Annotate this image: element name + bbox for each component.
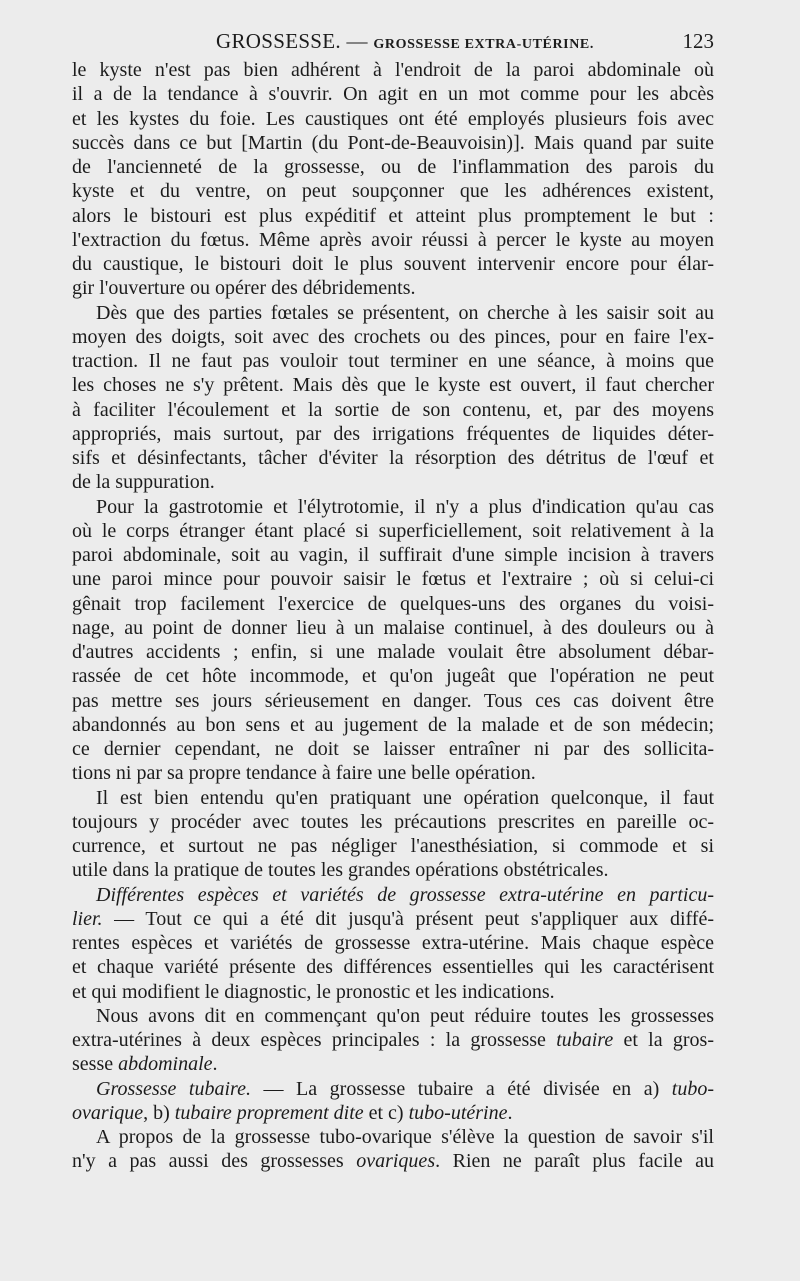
text-segment: appropriés, mais surtout, par des irrigations fréquentes de liquides déter- — [72, 422, 714, 445]
running-header — [72, 26, 714, 56]
text-line — [72, 349, 714, 373]
paragraph — [72, 495, 714, 786]
text-segment: Il est bien entendu qu'en pratiquant une opération quelconque, il faut — [96, 786, 714, 809]
paragraph — [72, 1077, 714, 1126]
text-line — [72, 519, 714, 543]
text-segment: rassée de cet hôte incommode, et qu'on jugeât que l'opération ne peut — [72, 665, 714, 688]
header-dash: — — [340, 29, 374, 53]
paragraph — [72, 301, 714, 495]
text-segment: sesse — [72, 1053, 119, 1076]
text-segment: succès dans ce but [Martin (du Pont-de-Beauvoisin)]. Mais quand par suite — [72, 131, 714, 154]
text-line — [72, 713, 714, 737]
text-segment: rentes espèces et variétés de grossesse extra-utérine. Mais chaque espèce — [72, 932, 714, 954]
text-line — [72, 1149, 714, 1173]
text-line — [72, 834, 714, 858]
text-line — [72, 228, 714, 252]
paragraph — [72, 58, 714, 301]
text-segment: et les kystes du foie. Les caustiques ont été employés plusieurs fois avec — [72, 107, 714, 130]
italic-text: Grossesse tubaire. — [96, 1077, 251, 1100]
text-line — [72, 1052, 714, 1076]
text-segment: utile dans la pratique de toutes les grandes opérations obstétricales. — [72, 859, 609, 882]
text-line — [72, 58, 714, 82]
text-line — [72, 398, 714, 422]
italic-text: tubaire proprement dite — [174, 1101, 364, 1124]
text-line — [72, 422, 714, 446]
text-line — [72, 664, 714, 688]
text-line — [72, 373, 714, 397]
text-segment: . — [212, 1053, 218, 1076]
text-line — [72, 82, 714, 106]
text-segment: et c) — [363, 1101, 409, 1124]
text-segment: moyen des doigts, soit avec des crochets ou des pinces, pour en faire l'ex- — [72, 325, 714, 348]
italic-text: tubo-utérine — [408, 1101, 508, 1124]
text-line — [72, 276, 714, 300]
text-segment: de l'ancienneté de la grossesse, ou de l'inflammation des parois du — [72, 156, 714, 178]
text-line — [72, 543, 714, 567]
text-segment: tions ni par sa propre tendance à faire une belle opération. — [72, 762, 536, 785]
text-segment: alors le bistouri est plus expéditif et atteint plus promptement le but : — [72, 204, 714, 227]
text-segment: abandonnés au bon sens et au jugement de la malade et de son médecin; — [72, 713, 714, 736]
text-segment: le kyste n'est pas bien adhérent à l'endroit de la paroi abdominale où — [72, 59, 714, 81]
text-line — [72, 761, 714, 785]
text-segment: de la suppuration. — [72, 471, 215, 494]
paragraph — [72, 883, 714, 1004]
header-subtitle: GROSSESSE EXTRA-UTÉRINE. — [373, 37, 594, 52]
text-line — [72, 131, 714, 155]
body-text — [72, 58, 714, 1174]
text-line — [72, 955, 714, 979]
italic-text: tubaire — [556, 1029, 614, 1051]
text-line — [72, 810, 714, 834]
text-segment: A propos de la grossesse tubo-ovarique s'élève la question de savoir s'il — [96, 1126, 714, 1148]
text-line — [72, 786, 714, 810]
text-line — [72, 1125, 714, 1149]
text-line — [72, 567, 714, 591]
text-segment: paroi abdominale, soit au vagin, il suffirait d'une simple incision à travers — [72, 544, 714, 566]
text-segment: et qui modifient le diagnostic, le pronostic et les indications. — [72, 980, 555, 1003]
text-segment: — Tout ce qui a été dit jusqu'à présent peut s'appliquer aux diffé- — [102, 907, 714, 930]
text-segment: extra-utérines à deux espèces principales : la grossesse — [72, 1029, 557, 1051]
text-segment: Pour la gastrotomie et l'élytrotomie, il n'y a plus d'indication qu'au cas — [96, 495, 714, 518]
italic-text: Différentes espèces et variétés de grossesse extra-utérine en particu- — [96, 883, 714, 906]
text-segment: traction. Il ne faut pas vouloir tout terminer en une séance, à moins que — [72, 350, 714, 372]
header-title: GROSSESSE. — [216, 29, 341, 53]
text-segment: Dès que des parties fœtales se présentent, on cherche à les saisir soit au — [96, 301, 714, 324]
text-segment: — La grossesse tubaire a été divisée en a) — [250, 1077, 672, 1100]
text-segment: où le corps étranger étant placé si superficiellement, soit relativement à la — [72, 519, 714, 542]
text-segment: et la gros- — [613, 1029, 714, 1051]
text-line — [72, 907, 714, 931]
italic-text: lier. — [72, 907, 103, 930]
text-line — [72, 980, 714, 1004]
text-line — [72, 883, 714, 907]
text-line — [72, 1028, 714, 1052]
text-segment: une paroi mince pour pouvoir saisir le fœtus et l'extraire ; où si celui-ci — [72, 568, 714, 591]
text-line — [72, 931, 714, 955]
text-segment: . — [507, 1101, 513, 1124]
paragraph — [72, 786, 714, 883]
text-line — [72, 495, 714, 519]
text-line — [72, 107, 714, 131]
text-segment: , b) — [143, 1101, 175, 1124]
text-line — [72, 737, 714, 761]
text-segment: les choses ne s'y prêtent. Mais dès que le kyste est ouvert, il faut chercher — [72, 374, 714, 397]
italic-text: tubo- — [671, 1077, 715, 1100]
text-segment: gênait trop facilement l'exercice de quelques-uns des organes du voisi- — [72, 592, 714, 615]
text-segment: kyste et du ventre, on peut soupçonner que les adhérences existent, — [72, 180, 714, 203]
text-segment: sifs et désinfectants, tâcher d'éviter la résorption des détritus de l'œuf et — [72, 447, 714, 469]
text-segment: Nous avons dit en commençant qu'on peut réduire toutes les grossesses — [96, 1004, 714, 1027]
text-segment: toujours y procéder avec toutes les précautions prescrites en pareille oc- — [72, 810, 714, 833]
page-number: 123 — [682, 29, 714, 53]
text-segment: nage, au point de donner lieu à un malaise continuel, à des douleurs ou à — [72, 616, 714, 639]
text-line — [72, 616, 714, 640]
text-line — [72, 155, 714, 179]
text-line — [72, 592, 714, 616]
text-segment: n'y a pas aussi des grossesses — [72, 1150, 357, 1173]
text-segment: gir l'ouverture ou opérer des débridements. — [72, 277, 416, 300]
text-segment: et chaque variété présente des différences essentielles qui les caractérisent — [72, 956, 714, 979]
text-segment: d'autres accidents ; enfin, si une malade voulait être absolument débar- — [72, 641, 714, 663]
text-line — [72, 1077, 714, 1101]
text-segment: l'extraction du fœtus. Même après avoir réussi à percer le kyste au moyen — [72, 228, 714, 251]
text-segment: . Rien ne paraît plus facile au — [435, 1150, 714, 1173]
text-line — [72, 179, 714, 203]
text-line — [72, 470, 714, 494]
italic-text: ovarique — [72, 1101, 144, 1124]
text-segment: pas mettre ses jours sérieusement en danger. Tous ces cas doivent être — [72, 689, 714, 712]
text-line — [72, 204, 714, 228]
text-line — [72, 252, 714, 276]
paragraph — [72, 1004, 714, 1077]
text-segment: du caustique, le bistouri doit le plus souvent intervenir encore pour élar- — [72, 253, 714, 275]
text-segment: currence, et surtout ne pas négliger l'anesthésiation, si commode et si — [72, 835, 714, 857]
text-line — [72, 446, 714, 470]
text-line — [72, 301, 714, 325]
text-segment: ce dernier cependant, ne doit se laisser entraîner ni par des sollicita- — [72, 738, 714, 760]
text-line — [72, 640, 714, 664]
paragraph — [72, 1125, 714, 1174]
running-title — [216, 26, 594, 60]
text-line — [72, 689, 714, 713]
italic-text: ovariques — [356, 1150, 436, 1173]
text-segment: il a de la tendance à s'ouvrir. On agit en un mot comme pour les abcès — [72, 83, 714, 106]
italic-text: abdominale — [118, 1053, 213, 1076]
text-line — [72, 858, 714, 882]
text-line — [72, 325, 714, 349]
text-line — [72, 1004, 714, 1028]
text-line — [72, 1101, 714, 1125]
text-segment: à faciliter l'écoulement et la sortie de son contenu, et, par des moyens — [72, 398, 714, 421]
